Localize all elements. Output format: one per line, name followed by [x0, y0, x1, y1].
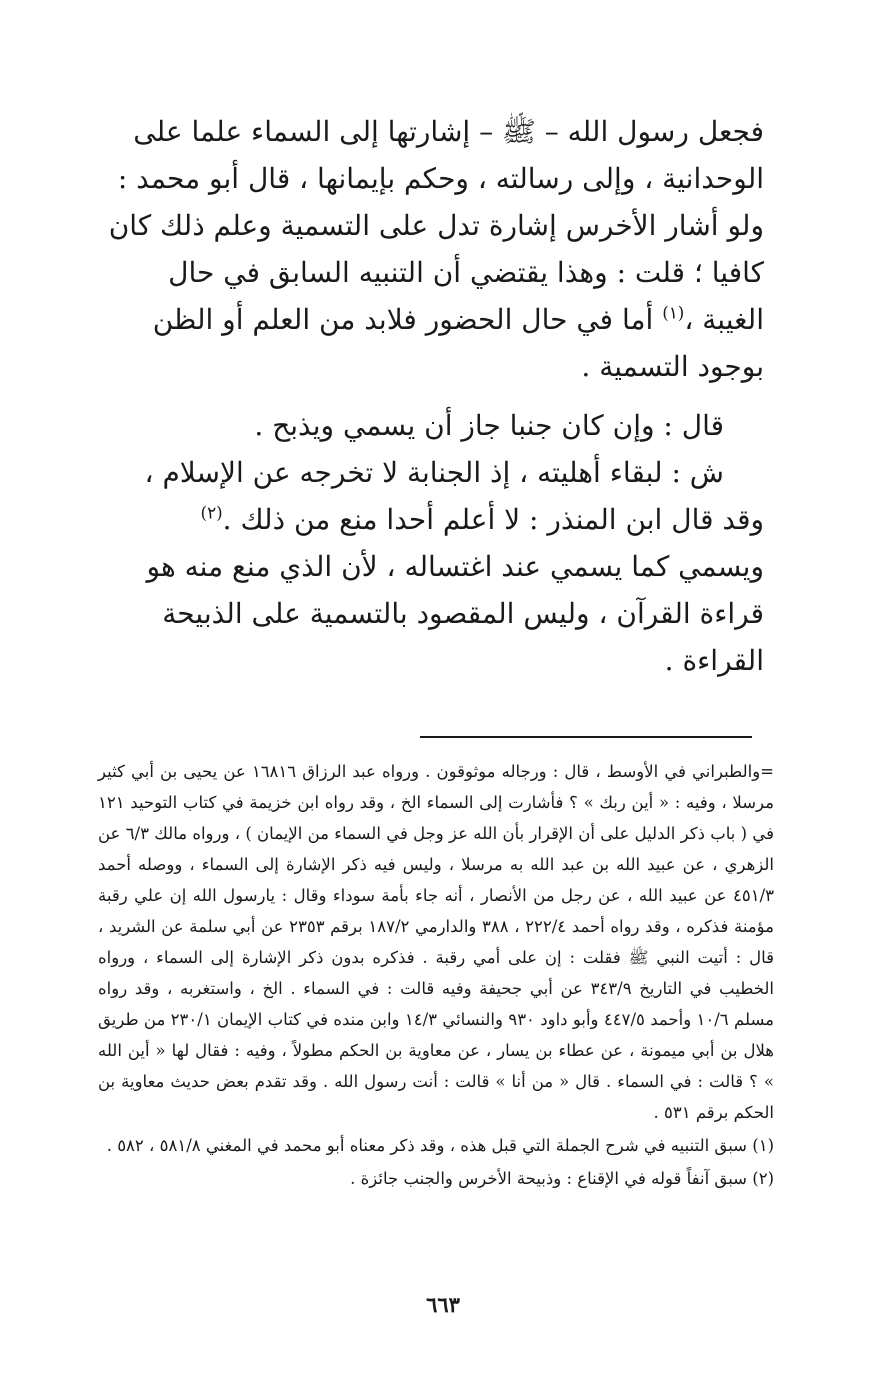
text-line: وقد قال ابن المنذر : لا أعلم أحدا منع من ذلك .$^{(٢)}$ [200, 502, 764, 536]
text-line: ش : لبقاء أهليته ، إذ الجنابة لا تخرجه عن الإسلام ، [144, 456, 724, 489]
footnote-1: (١) سبق التنبيه في شرح الجملة التي قبل هذه ، وقد ذكر معناه أبو محمد في المغني ٥٨١/٨ ، ٥٨٢ . [106, 1136, 774, 1155]
footnote-ref-1: (١) [662, 302, 685, 323]
text-line: القراءة . [664, 644, 764, 677]
text-line: قراءة القرآن ، وليس المقصود بالتسمية على الذبيحة [162, 597, 764, 630]
footnotes [98, 756, 774, 1194]
text-line: ولو أشار الأخرس إشارة تدل على التسمية وعلم ذلك كان [108, 209, 764, 242]
text-line: فجعل رسول الله – ﷺ – إشارتها إلى السماء علما على [133, 115, 764, 148]
text-line: كافيا ؛ قلت : وهذا يقتضي أن التنبيه السابق في حال [168, 256, 764, 289]
page-number: ٦٦٣ [426, 1292, 460, 1317]
main-text [104, 108, 764, 684]
text-line: الوحدانية ، وإلى رسالته ، وحكم بإيمانها ، قال أبو محمد : [117, 162, 764, 195]
footnote-2: (٢) سبق آنفاً قوله في الإقناع : وذبيحة الأخرس والجنب جائزة . [350, 1169, 774, 1188]
footnote-ref-2: (٢) [200, 502, 223, 523]
text-line: الغيبة ،$^{(١)}$ أما في حال الحضور فلابد من العلم أو الظن [152, 302, 764, 336]
footnote-continuation: =والطبراني في الأوسط ، قال : ورجاله موثوقون . ورواه عبد الرزاق ١٦٨١٦ عن يحيى بن أبي كثير مرسلا ، وفيه : « أين ربك » ؟ فأشارت إلى السماء الخ ، وقد رواه ابن خزيمة في كتاب التوحيد ١٢١ في ( باب ذكر الدليل على أن الإقرار بأن الله عز وجل في السماء من الإيمان ) ، ورواه مالك ٦/٣ عن الزهري ، عن عبيد الله بن عبد الله به مرسلا ، وليس فيه ذكر الإشارة إلى السماء ، ووصله أحمد ٤٥١/٣ عن عبيد الله ، عن رجل من الأنصار ، أنه جاء بأمة سوداء وقال : يارسول الله إن علي رقبة مؤمنة فذكره ، وقد رواه أحمد ٢٢٢/٤ ، ٣٨٨ والدارمي ١٨٧/٢ برقم ٢٣٥٣ عن أبي سلمة عن الشريد ، قال : أتيت النبي ﷺ فقلت : إن على أمي رقبة . فذكره بدون ذكر الإشارة إلى السماء ، ورواه الخطيب في التاريخ ٣٤٣/٩ عن أبي جحيفة وفيه قالت : في السماء . الخ ، واستغربه ، وقد رواه مسلم ١٠/٦ وأحمد ٤٤٧/٥ وأبو داود ٩٣٠ والنسائي ١٤/٣ وابن منده في كتاب الإيمان ٢٣٠/١ من طريق هلال بن أبي ميمونة ، عن عطاء بن يسار ، عن معاوية بن الحكم مطولاً ، وفيه : فقال لها « أين الله » ؟ قالت : في السماء . قال « من أنا » قالت : أنت رسول الله . وقد تقدم بعض حديث معاوية بن الحكم برقم ٥٣١ . [98, 762, 775, 1122]
text-line: بوجود التسمية . [581, 350, 764, 383]
text-line: قال : وإن كان جنبا جاز أن يسمي ويذبح . [254, 409, 724, 442]
text-line: ويسمي كما يسمي عند اغتساله ، لأن الذي منع منه هو [146, 550, 764, 583]
footnote-divider [420, 736, 752, 738]
